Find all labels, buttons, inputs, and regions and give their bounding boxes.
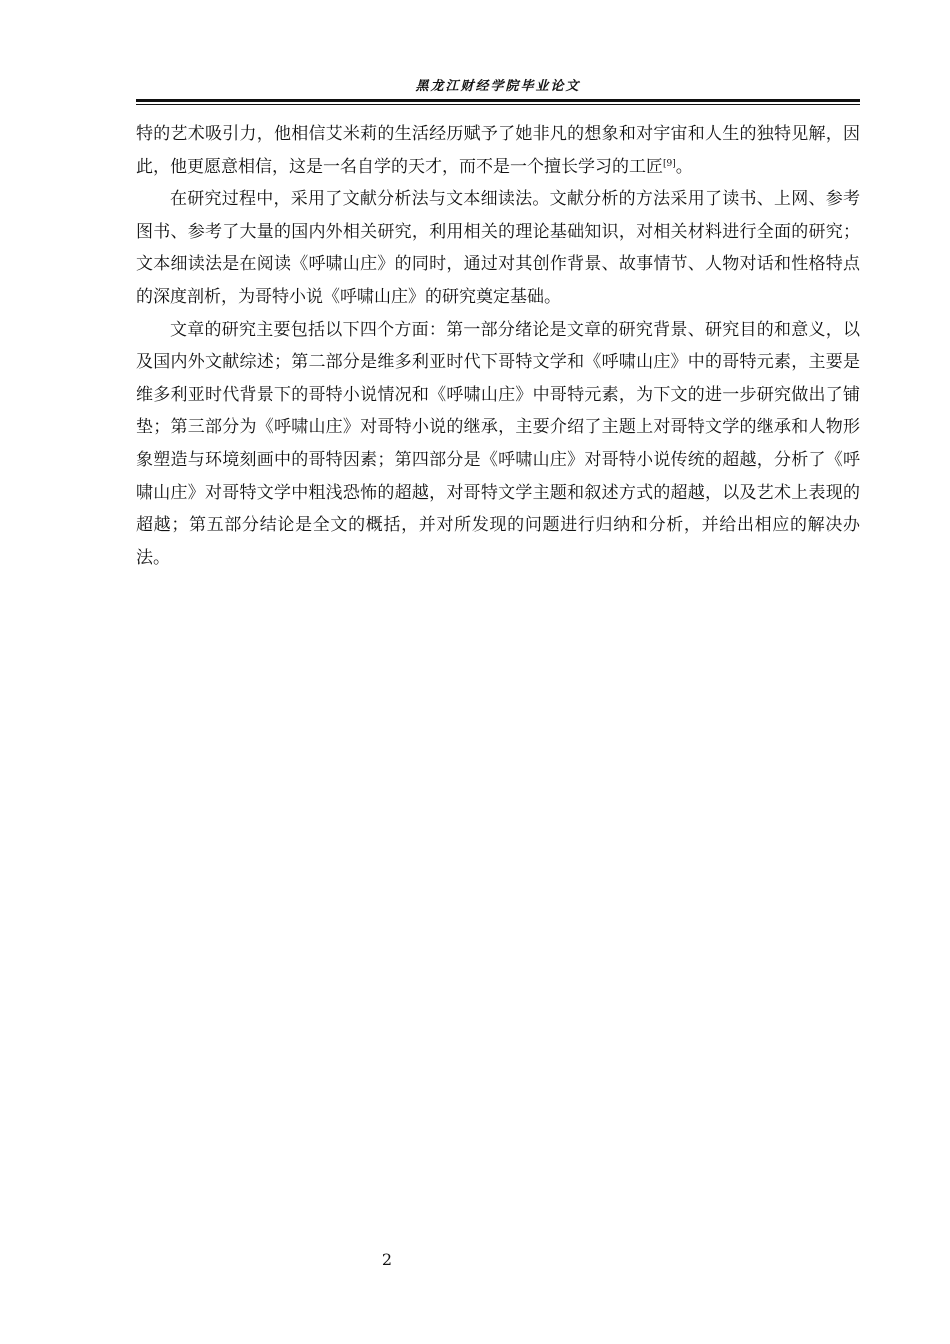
body-text	[136, 118, 860, 574]
header-rule-thick	[136, 99, 860, 102]
paragraph-structure-overview: 文章的研究主要包括以下四个方面：第一部分绪论是文章的研究背景、研究目的和意义，以及国内外文献综述；第二部分是维多利亚时代下哥特文学和《呼啸山庄》中的哥特元素，主要是维多利亚时代背景下的哥特小说情况和《呼啸山庄》中哥特元素，为下文的进一步研究做出了铺垫；第三部分为《呼啸山庄》对哥特小说的继承，主要介绍了主题上对哥特文学的继承和人物形象塑造与环境刻画中的哥特因素；第四部分是《呼啸山庄》对哥特小说传统的超越，分析了《呼啸山庄》对哥特文学中粗浅恐怖的超越，对哥特文学主题和叙述方式的超越，以及艺术上表现的超越；第五部分结论是全文的概括，并对所发现的问题进行归纳和分析，并给出相应的解决办法。	[136, 319, 860, 568]
citation-marker: [9]	[663, 158, 676, 169]
page-number: 2	[381, 1250, 393, 1269]
running-header-title: 黑龙江财经学院毕业论文	[415, 79, 581, 94]
paragraph-continuation	[136, 118, 860, 183]
header-rule-thin	[136, 104, 860, 105]
paragraph-continuation-text: 特的艺术吸引力，他相信艾米莉的生活经历赋予了她非凡的想象和对宇宙和人生的独特见解，因此，他更愿意相信，这是一名自学的天才，而不是一个擅长学习的工匠	[136, 124, 860, 177]
paragraph-continuation-end: 。	[675, 156, 693, 177]
paragraph-research-methods: 在研究过程中，采用了文献分析法与文本细读法。文献分析的方法采用了读书、上网、参考图书、参考了大量的国内外相关研究，利用相关的理论基础知识，对相关材料进行全面的研究；文本细读法是在阅读《呼啸山庄》的同时，通过对其创作背景、故事情节、人物对话和性格特点的深度剖析，为哥特小说《呼啸山庄》的研究奠定基础。	[136, 189, 860, 307]
